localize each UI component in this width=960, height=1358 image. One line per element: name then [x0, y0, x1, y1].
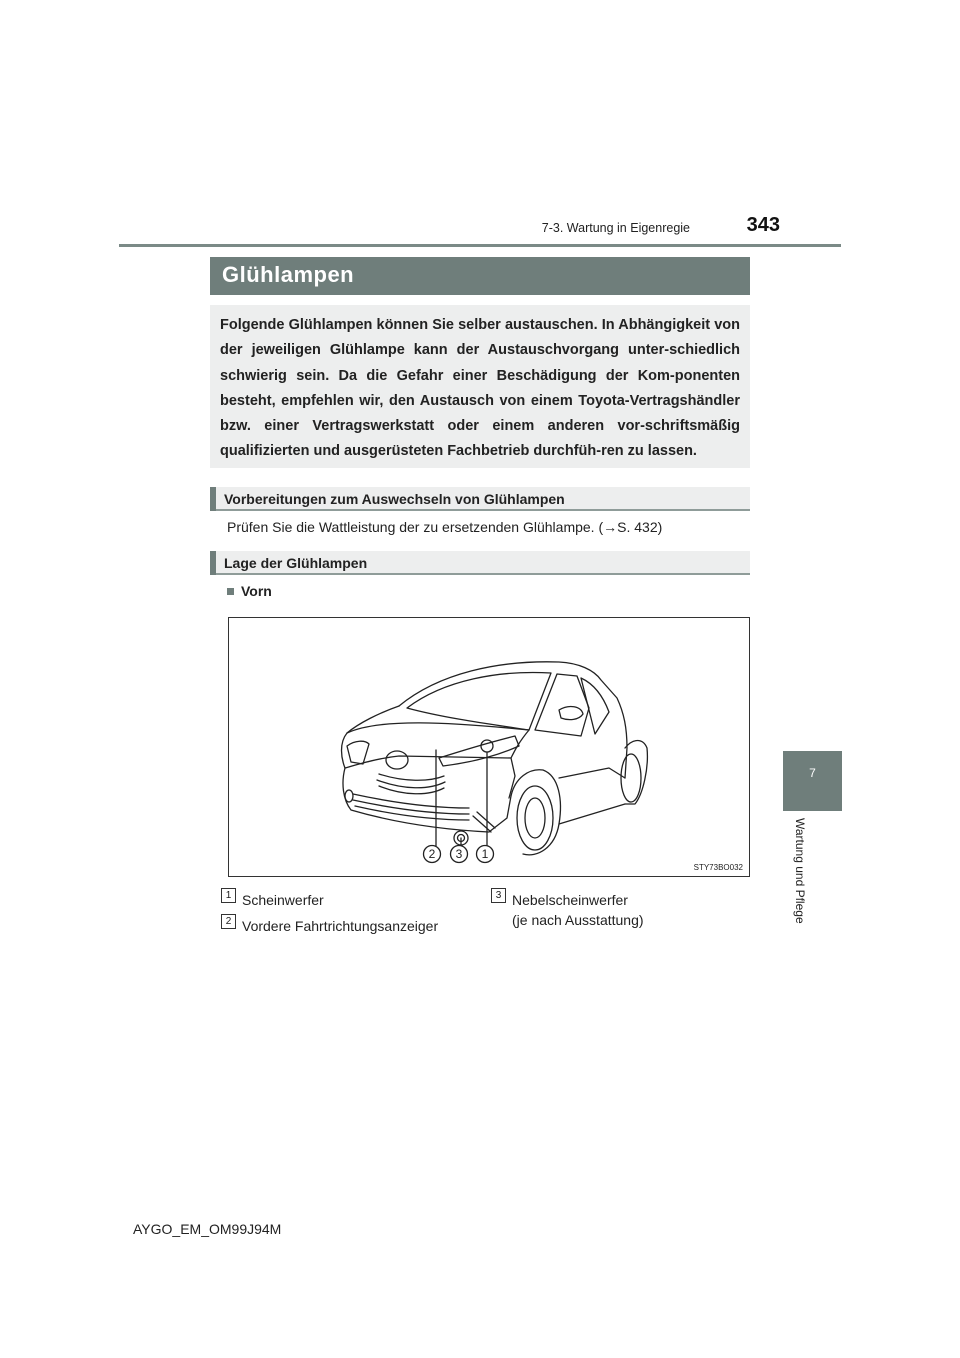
- section-heading-bar: [210, 551, 216, 575]
- section-heading-bar: [210, 487, 216, 511]
- square-bullet-icon: [227, 588, 234, 595]
- page-title-bar: [210, 257, 750, 295]
- car-front-figure: [228, 617, 750, 877]
- figure-callout: 3: [455, 847, 463, 861]
- legend-number-box: 1: [221, 888, 236, 903]
- section-heading-text: Lage der Glühlampen: [224, 555, 368, 571]
- chapter-side-label: [769, 818, 889, 938]
- legend-item-headlight: Scheinwerfer: [242, 892, 324, 908]
- subheading-front-text: Vorn: [241, 583, 272, 599]
- legend-number-box: 3: [491, 888, 506, 903]
- legend-item-fog-light-note: (je nach Ausstattung): [512, 912, 644, 928]
- page-number: 343: [746, 214, 780, 236]
- legend-item-turn-signal: Vordere Fahrtrichtungsanzeiger: [242, 918, 439, 934]
- section-heading-text: Vorbereitungen zum Auswechseln von Glühlampen: [224, 491, 565, 507]
- chapter-tab: [783, 751, 842, 811]
- legend-number-box: 2: [221, 914, 236, 929]
- header-section-title: 7-3. Wartung in Eigenregie: [541, 221, 690, 235]
- intro-text: Folgende Glühlampen können Sie selber austauschen. In Abhängigkeit von der jeweiligen Glühlampe kann der Austauschvorgang unter-schiedlich schwierig sein. Da die Gefahr einer Beschädigung der Kom-ponenten besteht, empfehlen wir, den Austausch von einem Toyota-Vertragshändler bzw. einer Vertragswerkstatt oder einem anderen vor-schriftsmäßig qualifizierten und ausgerüsteten Fachbetrieb durchfüh-ren zu lassen.: [220, 317, 740, 460]
- section-heading-preparation: [210, 487, 750, 511]
- footer-doc-code: AYGO_EM_OM99J94M: [133, 1221, 282, 1237]
- intro-box: [210, 305, 750, 468]
- figure-callout: 2: [428, 847, 436, 861]
- subheading-front: [227, 583, 272, 599]
- legend-item-fog-light: Nebelscheinwerfer: [512, 892, 628, 908]
- figure-callout: 1: [481, 847, 489, 861]
- header-rule: [119, 244, 841, 247]
- preparation-text: Prüfen Sie die Wattleistung der zu ersetzenden Glühlampe. (→S. 432): [227, 519, 663, 535]
- chapter-number: 7: [809, 766, 816, 780]
- page-title: Glühlampen: [222, 262, 355, 287]
- figure-code: STY73BO032: [693, 863, 743, 872]
- car-illustration: [229, 618, 751, 878]
- chapter-title: Wartung und Pflege: [793, 818, 807, 924]
- section-heading-location: [210, 551, 750, 575]
